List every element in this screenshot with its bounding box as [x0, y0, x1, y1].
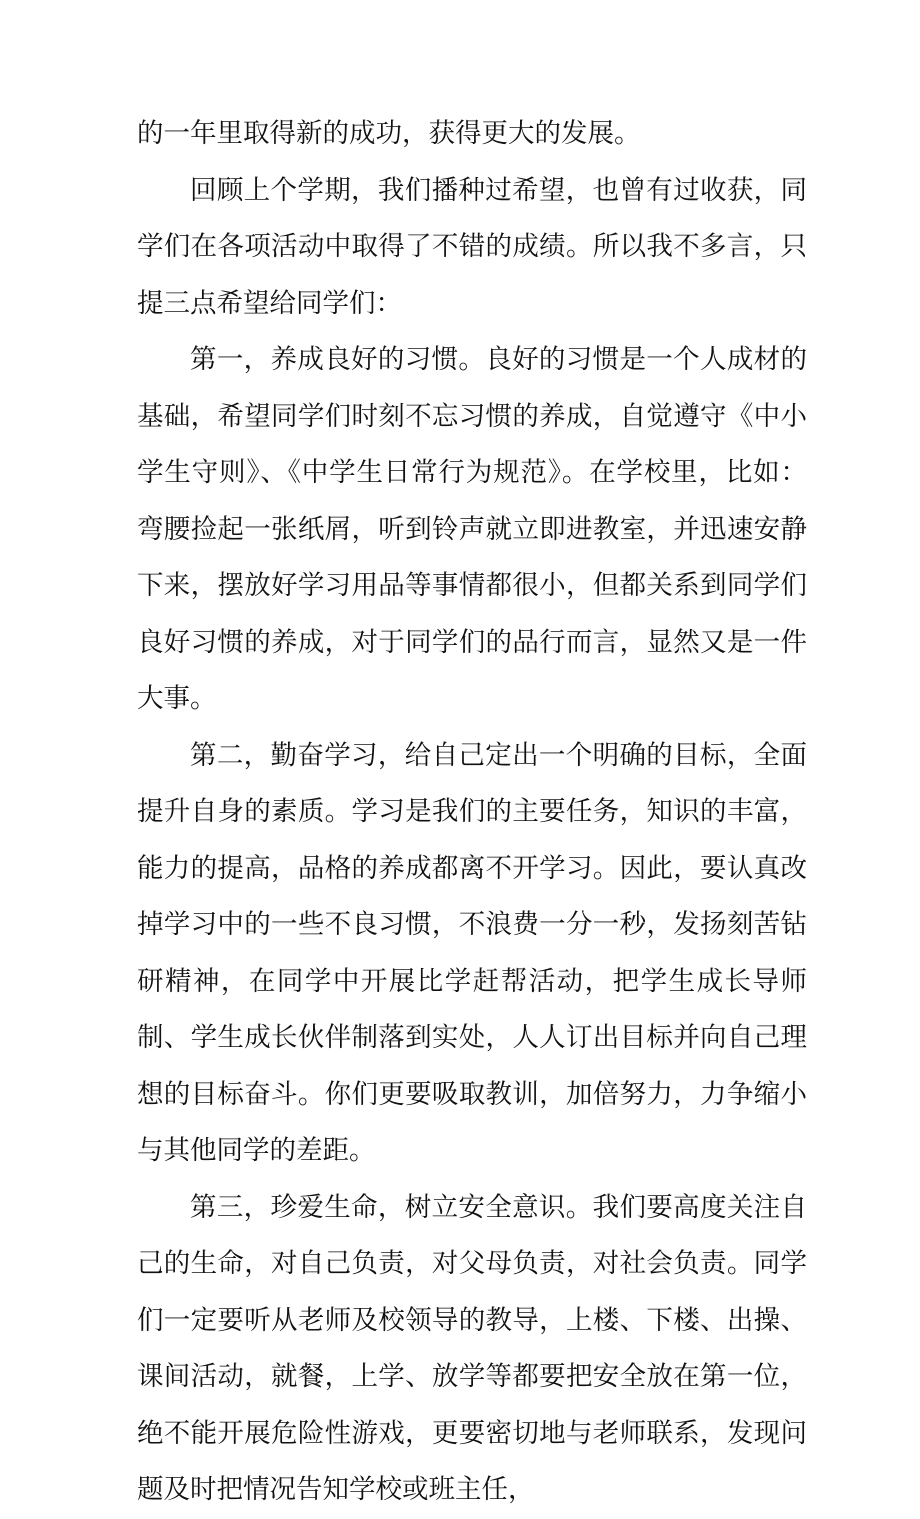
paragraph-second-point: 第二，勤奋学习，给自己定出一个明确的目标，全面提升自身的素质。学习是我们的主要任务，知识的丰富，能力的提高，品格的养成都离不开学习。因此，要认真改掉学习中的一些不良习惯，不浪费一分一秒，发扬刻苦钻研精神，在同学中开展比学赶帮活动，把学生成长导师制、学生成长伙伴制落到实处，人人订出目标并向自己理想的目标奋斗。你们更要吸取教训，加倍努力，力争缩小与其他同学的差距。 [137, 739, 807, 1166]
paragraph-first-point: 第一，养成良好的习惯。良好的习惯是一个人成材的基础，希望同学们时刻不忘习惯的养成，自觉遵守《中小学生守则》、《中学生日常行为规范》。在学校里，比如：弯腰捡起一张纸屑，听到铃声就立即进教室，并迅速安静下来，摆放好学习用品等事情都很小，但都关系到同学们良好习惯的养成，对于同学们的品行而言，显然又是一件大事。 [137, 344, 807, 714]
paragraph-review: 回顾上个学期，我们播种过希望，也曾有过收获，同学们在各项活动中取得了不错的成绩。所以我不多言，只提三点希望给同学们： [137, 174, 807, 319]
paragraph-third-point: 第三，珍爱生命，树立安全意识。我们要高度关注自己的生命，对自己负责，对父母负责，对社会负责。同学们一定要听从老师及校领导的教导，上楼、下楼、出操、课间活动，就餐，上学、放学等都要把安全放在第一位，绝不能开展危险性游戏，更要密切地与老师联系，发现问题及时把情况告知学校或班主任， [137, 1191, 807, 1505]
paragraph-continuation: 的一年里取得新的成功，获得更大的发展。 [137, 118, 641, 149]
body-text [137, 106, 807, 1519]
